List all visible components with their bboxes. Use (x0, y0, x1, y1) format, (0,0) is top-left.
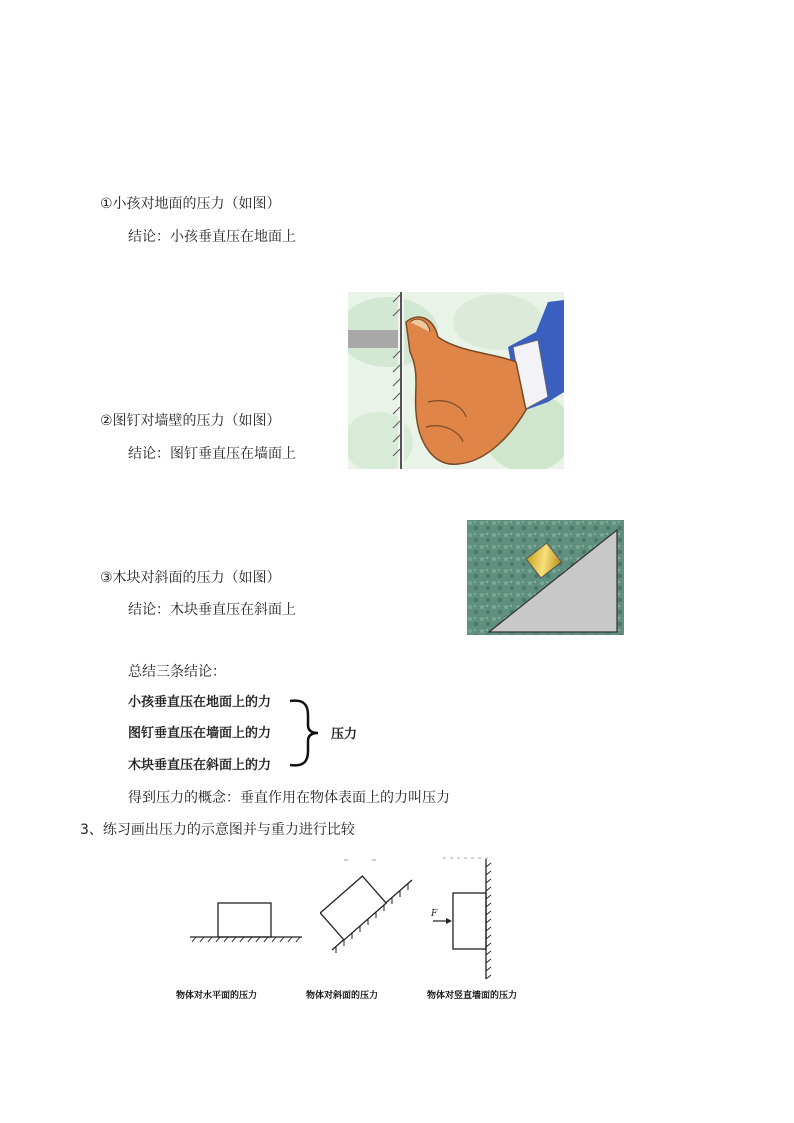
incline-surface-figure (320, 858, 415, 958)
item-pin-wall: ②图钉对墙壁的压力（如图） (100, 413, 281, 429)
pressure-concept: 得到压力的概念：垂直作用在物体表面上的力叫压力 (128, 790, 450, 806)
thumb-pin-illustration (348, 292, 564, 469)
caption-incline: 物体对斜面的压力 (306, 991, 379, 1001)
item-block-slope: ③木块对斜面的压力（如图） (100, 570, 281, 586)
block-slope-illustration (467, 520, 624, 635)
caption-vertical: 物体对竖直墙面的压力 (427, 991, 518, 1001)
conclusion-block-slope: 结论：木块垂直压在斜面上 (128, 602, 296, 618)
exercise-title: 3、练习画出压力的示意图并与重力进行比较 (80, 822, 355, 838)
summary-line-3: 木块垂直压在斜面上的力 (128, 758, 272, 773)
summary-heading: 总结三条结论： (128, 664, 226, 680)
caption-horizontal: 物体对水平面的压力 (176, 991, 258, 1001)
summary-result: 压力 (331, 727, 358, 742)
conclusion-pin-wall: 结论：图钉垂直压在墙面上 (128, 446, 296, 462)
horizontal-surface-figure (190, 895, 305, 945)
summary-line-1: 小孩垂直压在地面上的力 (128, 695, 272, 710)
item-child-ground: ①小孩对地面的压力（如图） (100, 196, 281, 212)
curly-brace-icon (286, 697, 332, 769)
conclusion-child-ground: 结论：小孩垂直压在地面上 (128, 229, 296, 245)
summary-line-2: 图钉垂直压在墙面上的力 (128, 726, 272, 741)
force-label: F (431, 909, 438, 919)
vertical-wall-figure (425, 855, 495, 983)
